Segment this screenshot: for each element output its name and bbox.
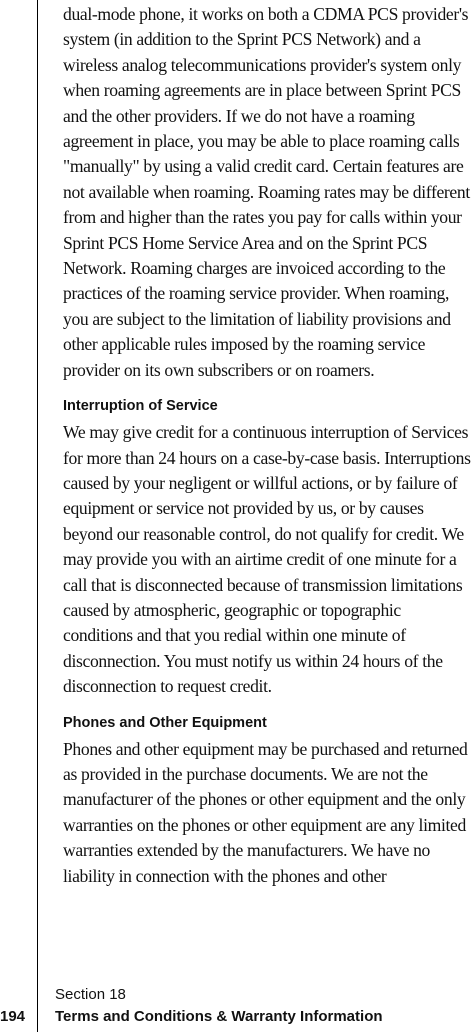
heading-phones-equipment: Phones and Other Equipment <box>63 714 267 731</box>
footer-chapter-title: Terms and Conditions & Warranty Information <box>55 1008 383 1025</box>
page-body <box>63 2 473 889</box>
paragraph-roaming-continued: Sprint PCS Home Service Area and on the Sprint PCS Network. Roaming charges are invoiced according to the practices of the roaming service provider. When roaming, you are subject to the limitation of liability provisions and other applicable rules imposed by the roaming service provider on its own subscribers or on roamers. <box>63 232 451 380</box>
page-number: 194 <box>0 1008 26 1025</box>
margin-rule <box>37 0 38 1032</box>
paragraph-phones: Phones and other equipment may be purchased and returned as provided in the purchase documents. We are not the manufacturer of the phones or other equipment and the only warranties on the phones or other equipment are any limited warranties extended by the manufacturers. We have no liability in connection with the phones and other <box>63 738 468 886</box>
paragraph-interruption: We may give credit for a continuous interruption of Services for more than 24 hours on a case-by-case basis. Interruptions caused by your negligent or willful actions, or by failure of equipment or service not provided by us, or by causes beyond our reasonable control, do not qualify for credit. We may provide you with an airtime credit of one minute for a call that is disconnected because of transmission limitations caused by atmospheric, geographic or topographic conditions and that you redial within one minute of disconnection. You must notify us within 24 hours of the disconnection to request credit. <box>63 422 471 697</box>
footer-section-label: Section 18 <box>55 986 126 1003</box>
paragraph-roaming: dual-mode phone, it works on both a CDMA PCS provider's system (in addition to the Sprint PCS Network) and a wireless analog telecommunications provider's system only when roaming agreements are in place between Sprint PCS and the other providers. If we do not have a roaming agreement in place, you may be able to place roaming calls "manually" by using a valid credit card. Certain features are not available when roaming. Roaming rates may be different from and higher than the rates you pay for calls within your <box>63 4 470 228</box>
heading-interruption-of-service: Interruption of Service <box>63 398 218 415</box>
